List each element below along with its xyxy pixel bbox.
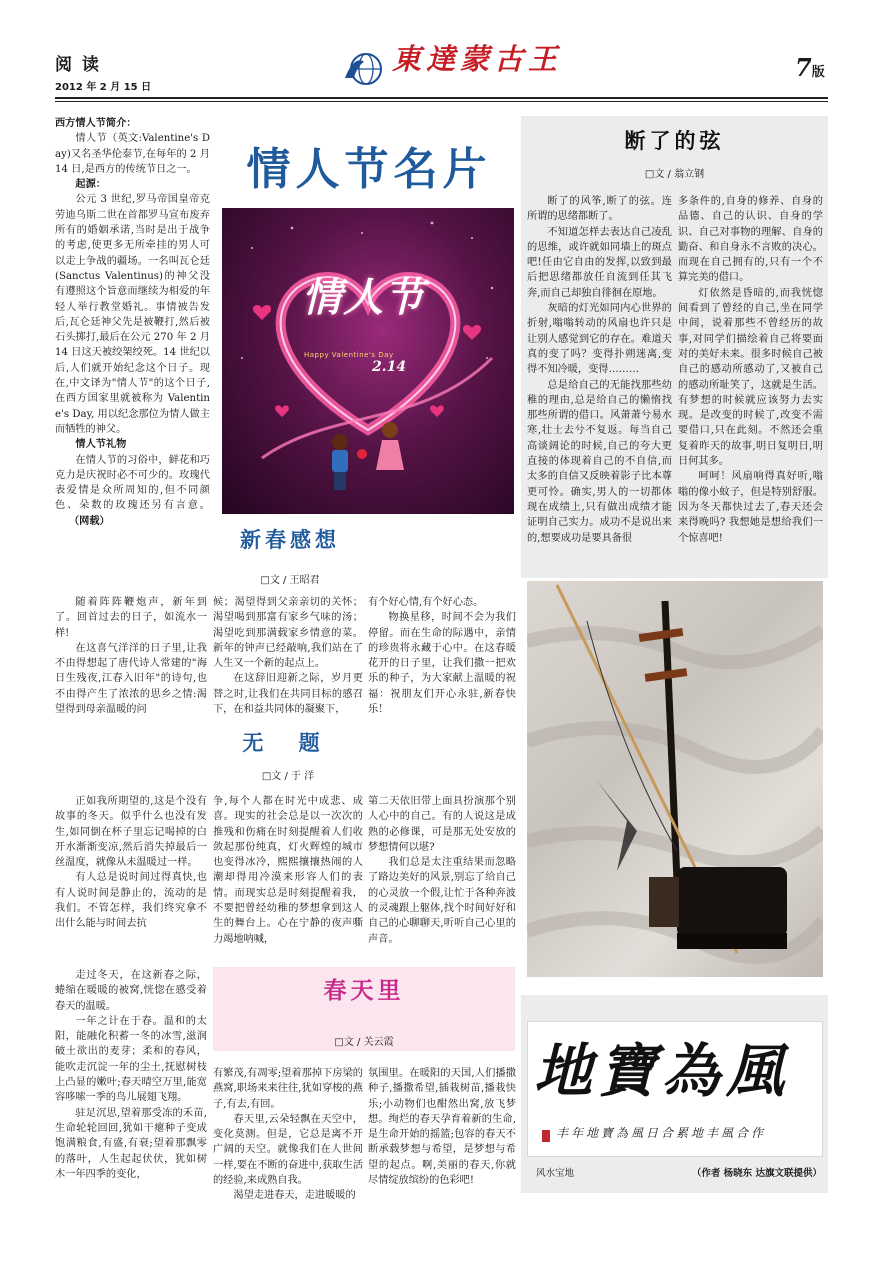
untitled-col3	[368, 794, 516, 947]
valentine-image-word: 情人节	[302, 274, 425, 321]
spring-song-para: 渴望走进春天，走进暖暖的	[233, 1190, 356, 1202]
spring-song-para: 氛围里。在暖阳的天国,人们播撒种子,播撒希望,插栽树苗,播栽快乐;小动物们也酣然出窝,放飞梦想。绚烂的春天孕育着新的生命,是生命开始的摇篮;包容的春天不断承载梦想与希望，是梦想与希望的起点。啊,美丽的春天,你就尽情绽放缤纷的色彩吧!	[368, 1068, 516, 1187]
broken-string-title: 断了的弦	[624, 129, 725, 153]
globe-logo-icon	[342, 48, 384, 90]
valentine-gift-heading: 情人节礼物	[75, 438, 127, 451]
valentine-origin-heading: 起源：	[75, 178, 106, 191]
untitled-para: 争,每个人都在时光中成悲、成喜。现实的社会总是以一次次的推残和伤痛在时刻提醒着人们收敛起那份纯真，灯火辉煌的城市也变得冰冷，熙熙攘攘热闹的人潮却得用冷漠来形容人们的表情。而现实总是时刻提醒着我，不要把曾经幼稚的梦想拿到这人生的舞台上。心在宁静的夜声嘶力竭地呐喊，	[213, 796, 363, 945]
spring-song-para: 驻足沉思,望着那受冻的禾苗,生命轮轮回回,犹如干瘪种子变成饱满粮食,有盛,有衰;望着那飘零的落叶，人生起起伏伏，犹如树木一年四季的变化，	[55, 1107, 207, 1180]
spring-song-col2	[213, 1066, 363, 1204]
page-number-digit: 7	[795, 53, 812, 82]
page-number	[795, 53, 825, 82]
valentine-gift-text	[55, 453, 210, 529]
valentine-intro-column	[55, 116, 210, 529]
untitled-para: 第二天依旧带上面具扮演那个别人心中的自己。有的人说这是成熟的必修课，可是那无处安放的梦想情何以堪?	[368, 796, 516, 853]
issue-date: 2012 年 2 月 15 日	[55, 82, 152, 93]
spring-song-para: 有繁茂,有凋零;望着那掉下房梁的燕窝,职场来来往往,犹如穿梭的燕子,有去,有回。	[213, 1068, 363, 1110]
broken-string-para: 总是给自己的无能找那些幼稚的理由,总是给自己的懒惰找那些所谓的借口。风萧萧兮易水寒,壮士去兮不复返。每当自己高谈阔论的时候,自己的夸大更直接的体现着自己的不自信,而太多的自信又反映着影子比本尊更可怜。确实,男人的一切都体现在成绩上,只有做出成绩才能证明自己实力。成功不是说出来的,想要成功是要具备很	[527, 379, 672, 544]
untitled-title: 无 题	[242, 731, 334, 755]
header-rule	[55, 97, 828, 99]
valentine-heart-image	[222, 208, 514, 514]
spring-song-para: 一年之计在于春。温和的太阳，能融化积蓄一冬的冰雪,滋润破土欲出的麦芽；柔和的春风，能吹走沉淀一年的尘土,抚慰树枝上凸显的嫩叶;春天晴空万里,能宽容哆嗦一季的鸟儿展翅飞翔。	[55, 1015, 207, 1104]
spring-song-col1	[55, 968, 207, 1182]
calligraphy-caption-right: （作者 杨晓东 达旗文联提供）	[691, 1168, 822, 1179]
spring-thoughts-para: 在这喜气洋洋的日子里,让我不由得想起了唐代诗人常建的"海日生残夜,江春入旧年"的诗句,也不由得产生了浓浓的思乡之情:渴望得到母亲温暖的问	[55, 642, 207, 716]
calligraphy-artwork	[527, 1021, 823, 1157]
spring-song-col3	[368, 1066, 516, 1188]
broken-string-para: 不知道怎样去表达自己凌乱的思维，或许就如同墙上的斑点吧!任由它自由的发挥,以致到最后把思绪都放任自流到任其飞奔,而自己却独自徘徊在原地。	[527, 226, 672, 299]
untitled-para: 正如我所期望的,这是个没有故事的冬天。似乎什么也没有发生,如同倒在杯子里忘记喝掉的白开水渐渐变凉,然后消失掉最后一丝温度，就像从未温暖过一样。	[55, 796, 207, 869]
valentine-intro: 情人节（英文:Valentine's Day)又名圣华伦泰节,在每年的 2 月 14 日,是西方的传统节日之一。	[55, 133, 210, 175]
valentine-gift-body: 在情人节的习俗中，鲜花和巧克力是庆祝时必不可少的。玫瑰代表爱情是众所周知的,但不同颜色、朵数的玫瑰还另有言意。	[55, 454, 210, 512]
spring-thoughts-col1	[55, 595, 207, 717]
broken-string-byline: □文 / 翁立钢	[644, 169, 705, 180]
spring-thoughts-para: 候；渴望得到父亲亲切的关怀；渴望喝到那富有家乡气味的汤；渴望吃到那满载家乡情意的菜。新年的钟声已经敲响,我们站在了人生又一个新的起点上。	[213, 597, 363, 670]
valentine-credit: （网载）	[69, 514, 110, 527]
page-number-suffix: 版	[811, 65, 825, 80]
spring-song-byline: □文 / 关云霞	[334, 1037, 394, 1048]
valentine-heading: 西方情人节简介：	[55, 117, 137, 129]
broken-string-para: 呵呵！风扇响得真好听,嗡嗡的像小蚊子，但是特别舒服。因为冬天都快过去了,春天还会来得晚吗? 我想她是想给我们一个惊喜吧!	[678, 471, 823, 544]
masthead-title: 東達蒙古王	[392, 42, 563, 76]
broken-string-para: 灯依然是昏暗的,而我恍惚间看到了曾经的自己,坐在同学中间，说着那些不曾经历的故事,对同学们描绘着自己将要面对的美好未来。很多时候自己被自己的感动所感动了,又被自己的感动所耻笑了，这就是生活。有梦想的时候就应该努力去实现。是改变的时候了,改变不需要借口,只在此刻。不然还会重复着昨天的故事,明日复明日,明日何其多。	[678, 287, 823, 468]
erhu-photo	[527, 581, 823, 977]
header-rule-thin	[55, 101, 828, 102]
broken-string-col2	[678, 194, 823, 546]
spring-song-para: 春天里,云朵轻飘在天空中，变化莫测。但是，它总是离不开广阔的天空。就像我们在人世间一样,要在不断的奋进中,获取生活的经验,来成熟自我。	[213, 1113, 363, 1187]
seal-stamp	[542, 1130, 550, 1142]
spring-thoughts-para: 随着阵阵鞭炮声，新年到了。回首过去的日子，如流水一样!	[55, 597, 207, 639]
spring-thoughts-byline: □文 / 王昭君	[260, 575, 320, 586]
untitled-col2	[213, 794, 363, 947]
calligraphy-inscription: 丰年地寶為風日合累地丰風合作	[556, 1126, 767, 1140]
spring-song-para: 走过冬天，在这新春之际，蜷缩在暖暖的被窝,恍惚在感受着春天的温暖。	[55, 970, 207, 1012]
spring-thoughts-col2	[213, 595, 363, 717]
untitled-byline: □文 / 于 洋	[261, 771, 315, 782]
spring-thoughts-para: 有个好心情,有个好心态。	[368, 597, 484, 608]
spring-thoughts-para: 在这辞旧迎新之际，岁月更替之时,让我们在共同目标的感召下，在和益共同体的凝聚下，	[213, 673, 363, 716]
spring-thoughts-title: 新春感想	[240, 528, 340, 552]
broken-string-para: 灰暗的灯光如同内心世界的折射,嗡嗡转动的风扇也许只是让别人感觉到它的存在。难道天真的变了吗？变得扑朔迷离,变得不知冷暖，变得………	[527, 303, 672, 376]
valentine-image-caption: Happy Valentine's Day	[304, 351, 394, 359]
untitled-para: 有人总是说时间过得真快,也有人说时间是静止的，流动的是我们。不管怎样，我们终究拿不出什么能与时间去抗	[55, 872, 207, 930]
untitled-col1	[55, 794, 207, 932]
untitled-para: 我们总是太注重结果而忽略了路边美好的风景,别忘了给自己的心灵放一个假,让忙于各种奔波的灵魂跟上躯体,找个时间好好和自己的心聊聊天,听听自己心里的声音。	[368, 857, 516, 945]
spring-thoughts-col3	[368, 595, 516, 717]
broken-string-para: 多条件的,自身的修养、自身的品德、自己的认识、自身的学识、自己对事物的理解、自身的勤奋、和自身永不言败的决心。而现在自己拥有的,只有一个不算完美的借口。	[678, 196, 823, 284]
calligraphy-caption-left: 风水宝地	[536, 1168, 575, 1179]
section-name: 阅 读	[55, 55, 101, 75]
calligraphy-characters: 地寶為風	[534, 1037, 791, 1105]
spring-song-title: 春天里	[323, 978, 405, 1004]
valentine-origin-text: 公元 3 世纪,罗马帝国皇帝克劳迪乌斯二世在首都罗马宣布废弃所有的婚姻承诺,当时是出于战争的考虑,使更多无所牵挂的男人可以走上争战的疆场。一名叫瓦仑廷(Sanctus Valentinus)的神父没有遵照这个旨意而继续为相爱的年轻人举行教堂婚礼。事情被告发后,瓦仑廷神父先是被鞭打,然后被石头掷打,最后在公元 270 年 2 月 14 日这天被绞架绞死。14 世纪以后,人们就开始纪念这个日子。现在,中文译为"情人节"的这个日子,在西方国家里就被称为 Valentine's Day, 用以纪念那位为情人做主而牺牲的神父。	[55, 194, 210, 435]
spring-thoughts-para: 物换星移，时间不会为我们停留。而在生命的际遇中，亲情的珍贵将永藏于心中。在这春暖花开的日子里，让我们撒一把欢乐的种子，为大家献上温暖的祝福：祝朋友们开心永驻,新春快乐！	[368, 612, 516, 716]
valentine-image-date: 2.14	[372, 359, 407, 375]
broken-string-col1	[527, 194, 672, 546]
broken-string-para: 断了的风筝,断了的弦。连所谓的思绪都断了。	[527, 196, 672, 223]
valentine-title: 情人节名片	[246, 144, 492, 195]
